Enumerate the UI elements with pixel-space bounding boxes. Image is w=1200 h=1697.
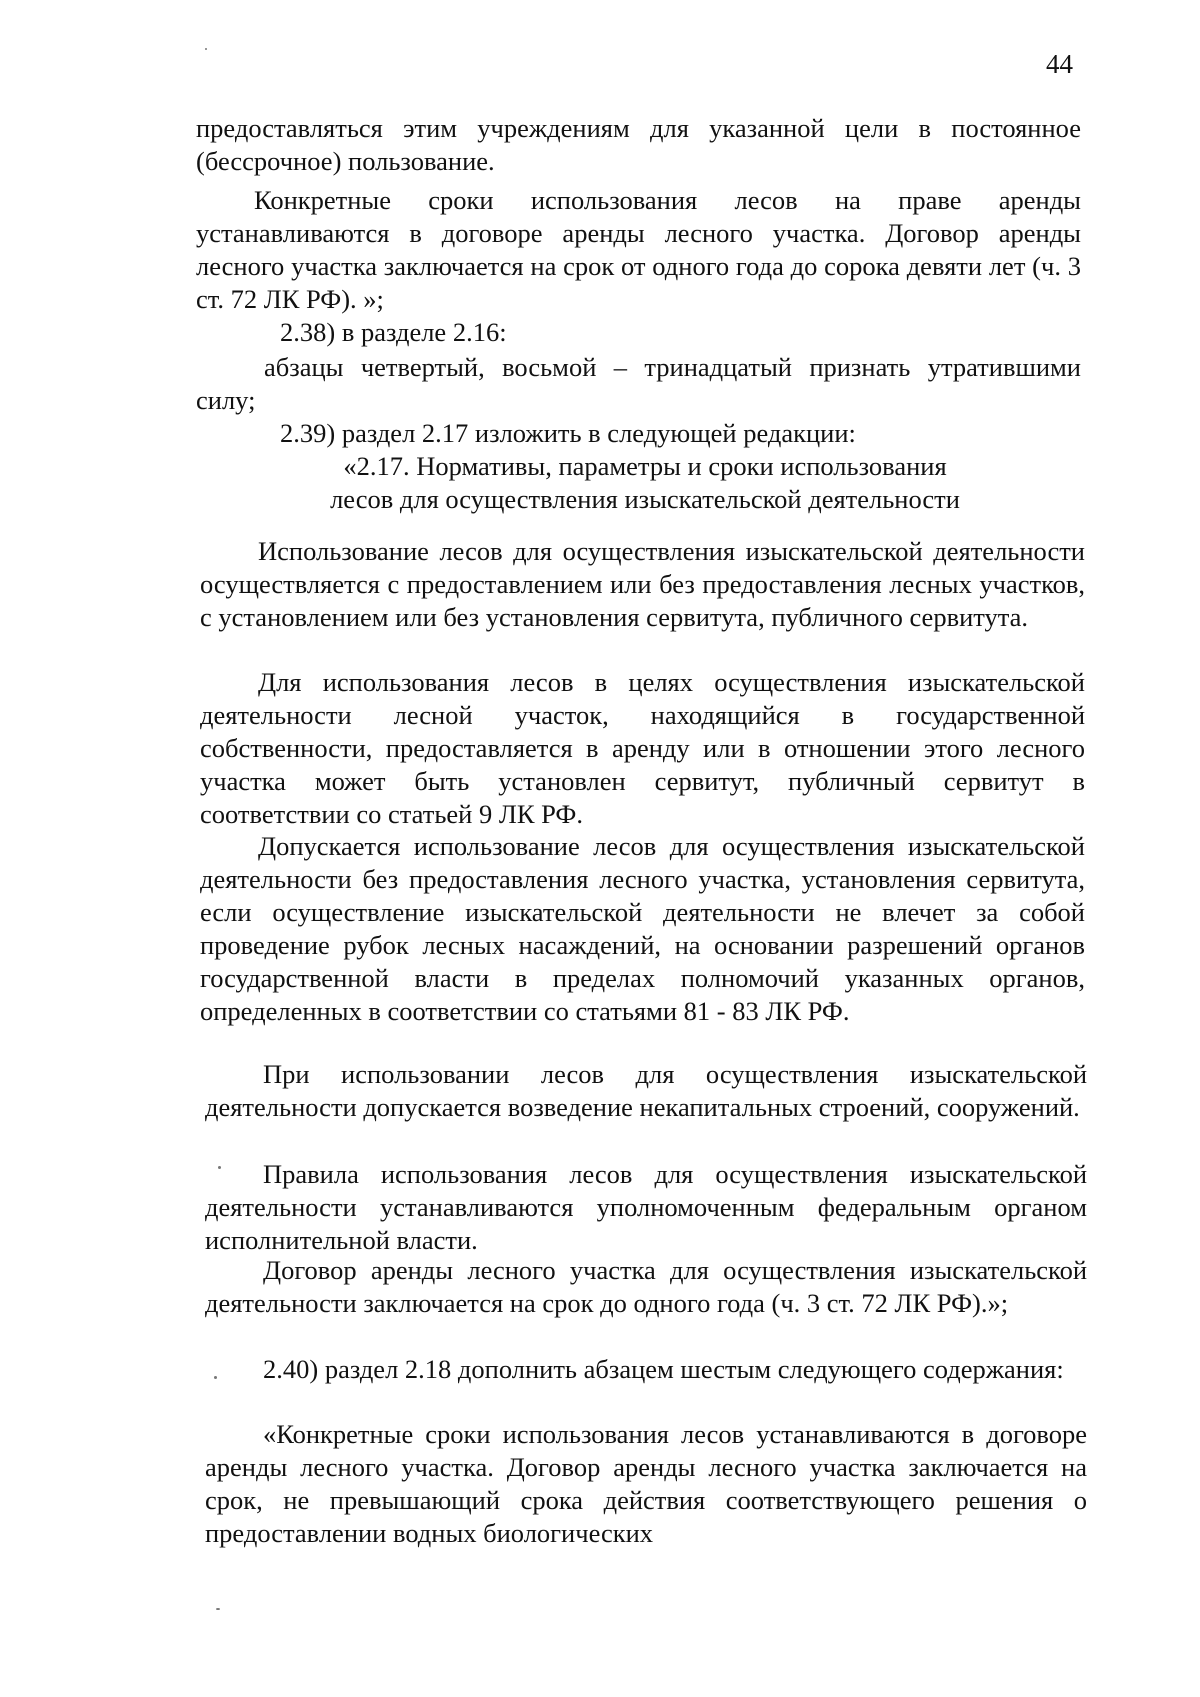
scan-speck bbox=[218, 1166, 221, 1169]
paragraph-2-40: 2.40) раздел 2.18 дополнить абзацем шестым следующего содержания: bbox=[263, 1354, 1064, 1384]
paragraph-10: Правила использования лесов для осуществления изыскательской деятельности устанавливаются уполномоченным федеральным органом исполнительной власти. bbox=[205, 1159, 1087, 1255]
paragraph-2-39: 2.39) раздел 2.17 изложить в следующей редакции: bbox=[280, 418, 856, 448]
scan-speck bbox=[205, 48, 207, 50]
paragraph-1: предоставляться этим учреждениям для указанной цели в постоянное (бессрочное) пользование. bbox=[196, 113, 1081, 176]
paragraph-7: Для использования лесов в целях осуществления изыскательской деятельности лесной участок, находящийся в государственной собственности, предоставляется в аренду или в отношении этого лесного участка может быть установлен сервитут, публичный сервитут в соответствии со статьей 9 ЛК РФ. bbox=[200, 667, 1085, 829]
section-heading bbox=[300, 450, 990, 516]
paragraph-4: абзацы четвертый, восьмой – тринадцатый признать утратившими силу; bbox=[196, 352, 1081, 415]
scan-speck bbox=[216, 1608, 220, 1610]
paragraph-2: Конкретные сроки использования лесов на праве аренды устанавливаются в договоре аренды лесного участка. Договор аренды лесного участка заключается на срок от одного года до сорока девяти лет (ч. 3 ст. 72 ЛК РФ). »; bbox=[196, 185, 1081, 314]
page-number: 44 bbox=[1046, 49, 1073, 79]
paragraph-2-38: 2.38) в разделе 2.16: bbox=[280, 317, 507, 347]
section-heading-line-2: лесов для осуществления изыскательской деятельности bbox=[330, 484, 960, 514]
paragraph-6: Использование лесов для осуществления изыскательской деятельности осуществляется с предоставлением или без предоставления лесных участков, с установлением или без установления сервитута, публичного сервитута. bbox=[200, 536, 1085, 632]
paragraph-13: «Конкретные сроки использования лесов устанавливаются в договоре аренды лесного участка. Договор аренды лесного участка заключается на срок, не превышающий срока действия соответствующего решения о предоставлении водных биологических bbox=[205, 1419, 1087, 1548]
section-heading-line-1: «2.17. Нормативы, параметры и сроки использования bbox=[343, 451, 947, 481]
scan-speck bbox=[214, 1376, 217, 1379]
paragraph-8: Допускается использование лесов для осуществления изыскательской деятельности без предоставления лесного участка, установления сервитута, если осуществление изыскательской деятельности не влечет за собой проведение рубок лесных насаждений, на основании разрешений органов государственной власти в пределах полномочий указанных органов, определенных в соответствии со статьями 81 - 83 ЛК РФ. bbox=[200, 831, 1085, 1026]
paragraph-9: При использовании лесов для осуществления изыскательской деятельности допускается возведение некапитальных строений, сооружений. bbox=[205, 1059, 1087, 1122]
paragraph-11: Договор аренды лесного участка для осуществления изыскательской деятельности заключается на срок до одного года (ч. 3 ст. 72 ЛК РФ).»; bbox=[205, 1255, 1087, 1318]
